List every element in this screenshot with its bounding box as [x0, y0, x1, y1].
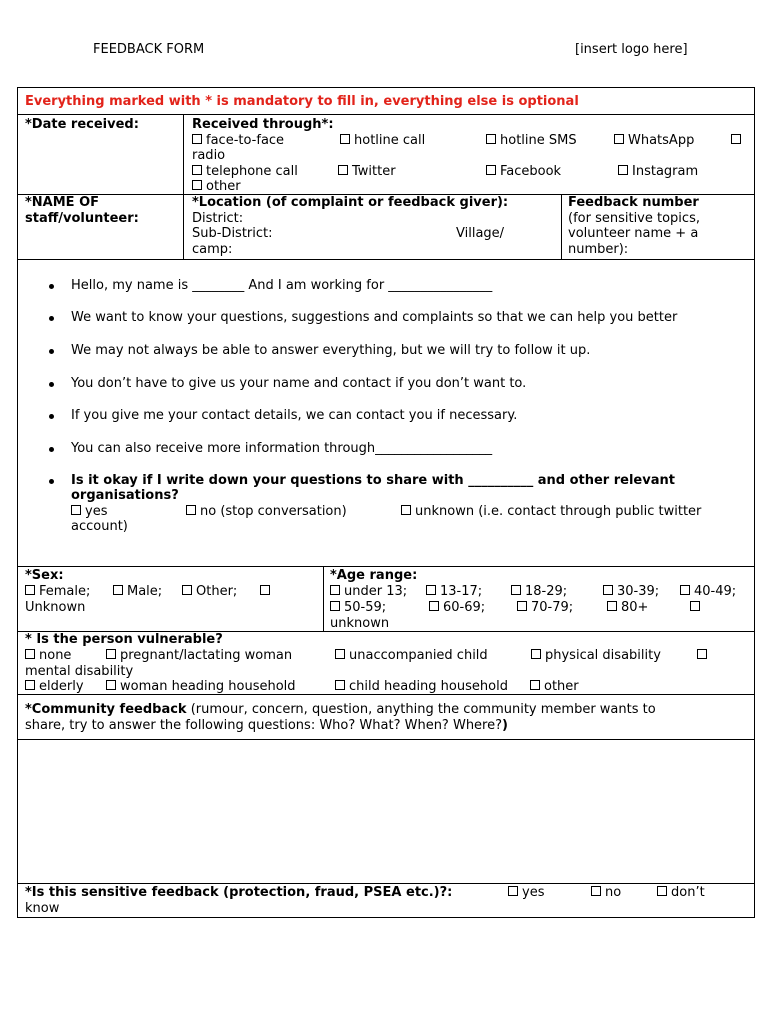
script-bullet-2: We want to know your questions, suggestions and complaints so that we can help you better — [71, 310, 677, 326]
received-through-label: Received through*: — [192, 117, 334, 132]
script-bullet-3: We may not always be able to answer everything, but we will try to follow it up. — [71, 343, 590, 359]
consent-unknown[interactable]: unknown (i.e. contact through public twitter — [401, 504, 701, 520]
bullet-icon — [49, 479, 54, 484]
feedback-number-hint-1: (for sensitive topics, — [568, 211, 700, 226]
checkbox-icon[interactable] — [71, 505, 81, 515]
sex-male[interactable]: Male; — [113, 584, 162, 600]
option-hotline-call[interactable]: hotline call — [340, 133, 425, 149]
checkbox-icon[interactable] — [25, 649, 35, 659]
option-facebook[interactable]: Facebook — [486, 164, 561, 180]
checkbox-icon[interactable] — [260, 585, 270, 595]
option-hotline-sms[interactable]: hotline SMS — [486, 133, 577, 149]
consent-no[interactable]: no (stop conversation) — [186, 504, 347, 520]
community-feedback-line1: *Community feedback (rumour, concern, question, anything the community member wants to — [25, 702, 656, 717]
vulnerable-pregnant[interactable]: pregnant/lactating woman — [106, 648, 292, 664]
script-bullet-7: Is it okay if I write down your questions to share with __________ and other relevant — [71, 473, 675, 489]
feedback-form — [17, 87, 755, 918]
consent-yes[interactable]: yes — [71, 504, 107, 520]
vulnerable-label: * Is the person vulnerable? — [25, 632, 223, 647]
sex-unknown-label: Unknown — [25, 600, 86, 615]
sensitive-yes[interactable]: yes — [508, 885, 544, 901]
vulnerable-unaccompanied-child[interactable]: unaccompanied child — [335, 648, 488, 664]
community-feedback-line2: share, try to answer the following questions: Who? What? When? Where?) — [25, 718, 508, 733]
sex-label: *Sex: — [25, 568, 64, 583]
age-80-plus[interactable]: 80+ — [607, 600, 648, 616]
vulnerable-other[interactable]: other — [530, 679, 579, 695]
sex-female[interactable]: Female; — [25, 584, 90, 600]
checkbox-icon[interactable] — [106, 680, 116, 690]
age-unknown-checkbox[interactable] — [690, 600, 704, 616]
checkbox-icon[interactable] — [731, 134, 741, 144]
district-label: District: — [192, 211, 244, 226]
script-bullet-6: You can also receive more information through__________________ — [71, 441, 492, 457]
script-bullet-4: You don’t have to give us your name and contact if you don’t want to. — [71, 376, 526, 392]
camp-label: camp: — [192, 242, 233, 257]
checkbox-icon[interactable] — [192, 165, 202, 175]
option-twitter[interactable]: Twitter — [338, 164, 396, 180]
sex-other[interactable]: Other; — [182, 584, 237, 600]
age-range-label: *Age range: — [330, 568, 418, 583]
option-radio-checkbox[interactable] — [731, 133, 745, 149]
form-title: FEEDBACK FORM — [93, 42, 205, 57]
checkbox-icon[interactable] — [690, 601, 700, 611]
checkbox-icon[interactable] — [192, 180, 202, 190]
checkbox-icon[interactable] — [486, 165, 496, 175]
bullet-icon — [49, 316, 54, 321]
sensitive-dont-know[interactable]: don’t — [657, 885, 705, 901]
option-instagram[interactable]: Instagram — [618, 164, 698, 180]
checkbox-icon[interactable] — [429, 601, 439, 611]
checkbox-icon[interactable] — [25, 585, 35, 595]
sensitive-feedback-label: *Is this sensitive feedback (protection, fraud, PSEA etc.)?: — [25, 885, 453, 900]
checkbox-icon[interactable] — [25, 680, 35, 690]
age-13-17[interactable]: 13-17; — [426, 584, 482, 600]
name-label-line2: staff/volunteer: — [25, 211, 139, 226]
checkbox-icon[interactable] — [531, 649, 541, 659]
checkbox-icon[interactable] — [517, 601, 527, 611]
checkbox-icon[interactable] — [330, 601, 340, 611]
checkbox-icon[interactable] — [486, 134, 496, 144]
script-bullet-1: Hello, my name is ________ And I am working for ________________ — [71, 278, 492, 294]
sex-unknown-checkbox[interactable] — [260, 584, 274, 600]
checkbox-icon[interactable] — [192, 134, 202, 144]
age-30-39[interactable]: 30-39; — [603, 584, 659, 600]
community-feedback-label: *Community feedback — [25, 702, 187, 717]
date-received-label: *Date received: — [25, 117, 139, 132]
bullet-icon — [49, 284, 54, 289]
age-50-59[interactable]: 50-59; — [330, 600, 386, 616]
option-radio-label: radio — [192, 148, 226, 163]
checkbox-icon[interactable] — [335, 649, 345, 659]
checkbox-icon[interactable] — [618, 165, 628, 175]
bullet-icon — [49, 382, 54, 387]
checkbox-icon[interactable] — [680, 585, 690, 595]
checkbox-icon[interactable] — [338, 165, 348, 175]
sensitive-no[interactable]: no — [591, 885, 621, 901]
location-label: *Location (of complaint or feedback giver): — [192, 195, 509, 210]
feedback-number-hint-3: number): — [568, 242, 629, 257]
vulnerable-elderly[interactable]: elderly — [25, 679, 84, 695]
checkbox-icon[interactable] — [330, 585, 340, 595]
checkbox-icon[interactable] — [401, 505, 411, 515]
subdistrict-label: Sub-District: — [192, 226, 273, 241]
checkbox-icon[interactable] — [657, 886, 667, 896]
option-other[interactable]: other — [192, 179, 241, 195]
checkbox-icon[interactable] — [426, 585, 436, 595]
bullet-icon — [49, 447, 54, 452]
vulnerable-child-heading-household[interactable]: child heading household — [335, 679, 508, 695]
option-whatsapp[interactable]: WhatsApp — [614, 133, 694, 149]
name-label-line1: *NAME OF — [25, 195, 100, 210]
age-70-79[interactable]: 70-79; — [517, 600, 573, 616]
community-feedback-field[interactable] — [19, 741, 753, 881]
checkbox-icon[interactable] — [591, 886, 601, 896]
vulnerable-none[interactable]: none — [25, 648, 71, 664]
checkbox-icon[interactable] — [603, 585, 613, 595]
checkbox-icon[interactable] — [113, 585, 123, 595]
feedback-number-label: Feedback number — [568, 195, 699, 210]
script-bullet-5: If you give me your contact details, we can contact you if necessary. — [71, 408, 517, 424]
logo-placeholder: [insert logo here] — [575, 42, 688, 57]
option-face-to-face[interactable]: face-to-face — [192, 133, 284, 149]
checkbox-icon[interactable] — [340, 134, 350, 144]
mandatory-notice: Everything marked with * is mandatory to fill in, everything else is optional — [25, 94, 579, 109]
feedback-number-hint-2: volunteer name + a — [568, 226, 699, 241]
consent-unknown-cont: account) — [71, 519, 128, 534]
checkbox-icon[interactable] — [530, 680, 540, 690]
bullet-icon — [49, 349, 54, 354]
sensitive-dont-know-cont: know — [25, 901, 60, 916]
checkbox-icon[interactable] — [607, 601, 617, 611]
age-18-29[interactable]: 18-29; — [511, 584, 567, 600]
age-60-69[interactable]: 60-69; — [429, 600, 485, 616]
option-telephone-call[interactable]: telephone call — [192, 164, 298, 180]
vulnerable-mental-disability-label: mental disability — [25, 664, 134, 679]
vulnerable-woman-heading-household[interactable]: woman heading household — [106, 679, 296, 695]
age-40-49[interactable]: 40-49; — [680, 584, 736, 600]
checkbox-icon[interactable] — [186, 505, 196, 515]
checkbox-icon[interactable] — [697, 649, 707, 659]
vulnerable-mental-disability-checkbox[interactable] — [697, 648, 711, 664]
checkbox-icon[interactable] — [511, 585, 521, 595]
checkbox-icon[interactable] — [106, 649, 116, 659]
script-bullet-7-cont: organisations? — [71, 488, 179, 503]
age-unknown-label: unknown — [330, 616, 390, 631]
vulnerable-physical-disability[interactable]: physical disability — [531, 648, 661, 664]
village-label: Village/ — [456, 226, 505, 241]
age-under-13[interactable]: under 13; — [330, 584, 407, 600]
checkbox-icon[interactable] — [335, 680, 345, 690]
bullet-icon — [49, 414, 54, 419]
checkbox-icon[interactable] — [614, 134, 624, 144]
checkbox-icon[interactable] — [182, 585, 192, 595]
checkbox-icon[interactable] — [508, 886, 518, 896]
